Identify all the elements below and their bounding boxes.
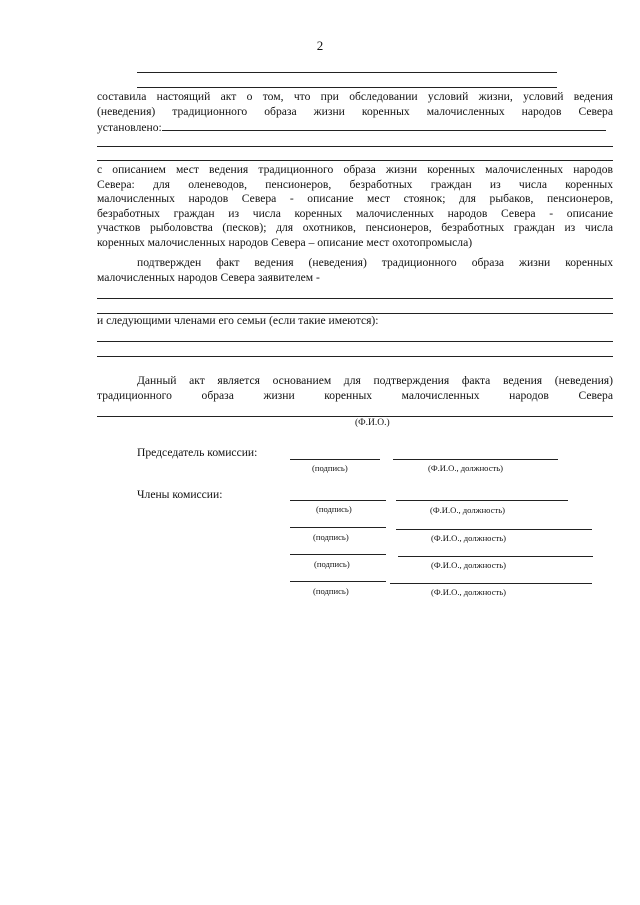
member-4-signature-line[interactable] — [290, 581, 386, 582]
text-line: Данный акт является основанием для подтверждения факта ведения (неведения) — [137, 374, 613, 387]
text-line: установлено: — [97, 121, 162, 135]
member-1-name-line[interactable] — [396, 500, 568, 501]
blank-line-top-2[interactable] — [137, 87, 557, 88]
text-line: безработных граждан из числа коренных малочисленных народов Севера - описание — [97, 206, 613, 220]
text-line: традиционного образа жизни коренных малочисленных народов Севера — [97, 388, 613, 402]
text-line: участков рыболовства (песков); для охотников, пенсионеров, безработных граждан из числа — [97, 221, 613, 235]
signature-caption: (подпись) — [314, 559, 350, 569]
paragraph-description — [97, 163, 613, 251]
name-position-caption: (Ф.И.О., должность) — [431, 533, 507, 543]
blank-line-established-3[interactable] — [97, 160, 613, 161]
text-line: малочисленных народов Севера - описание мест стоянок; для рыбаков, пенсионеров, — [97, 192, 613, 206]
members-label: Члены комиссии: — [137, 488, 223, 501]
blank-line-applicant-1[interactable] — [97, 298, 613, 299]
text-line: подтвержден факт ведения (неведения) традиционного образа жизни коренных — [137, 256, 613, 269]
member-1-signature-line[interactable] — [290, 500, 386, 501]
chairman-label: Председатель комиссии: — [137, 446, 258, 459]
text-line: (неведения) традиционного образа жизни коренных малочисленных народов Севера — [97, 104, 613, 118]
fio-caption: (Ф.И.О.) — [355, 418, 390, 428]
member-4-name-line[interactable] — [390, 583, 592, 584]
text-line: с описанием мест ведения традиционного образа жизни коренных малочисленных народов — [97, 163, 613, 176]
blank-line-established[interactable] — [162, 119, 606, 131]
paragraph-confirmed — [97, 256, 613, 285]
chairman-name-line[interactable] — [393, 459, 558, 460]
blank-line-established-2[interactable] — [97, 146, 613, 147]
member-2-signature-line[interactable] — [290, 527, 386, 528]
member-2-name-line[interactable] — [396, 529, 592, 530]
family-members-label: и следующими членами его семьи (если такие имеются): — [97, 314, 379, 327]
signature-caption: (подпись) — [313, 532, 349, 542]
text-line-with-blank — [97, 119, 613, 136]
chairman-signature-line[interactable] — [290, 459, 380, 460]
text-line: коренных малочисленных народов Севера – описание мест охотопромысла) — [97, 235, 473, 249]
text-line: составила настоящий акт о том, что при обследовании условий жизни, условий ведения — [97, 90, 613, 103]
name-position-caption: (Ф.И.О., должность) — [431, 587, 507, 597]
page-number: 2 — [316, 38, 324, 53]
member-3-signature-line[interactable] — [290, 554, 386, 555]
blank-line-top-1[interactable] — [137, 72, 557, 73]
name-position-caption: (Ф.И.О., должность) — [431, 560, 507, 570]
text-line: Севера: для оленеводов, пенсионеров, безработных граждан из числа коренных — [97, 177, 613, 191]
blank-line-family-1[interactable] — [97, 341, 613, 342]
signature-caption: (подпись) — [313, 586, 349, 596]
name-position-caption: (Ф.И.О., должность) — [428, 463, 504, 473]
paragraph-established — [97, 90, 613, 136]
blank-line-fio[interactable] — [97, 416, 613, 417]
signature-caption: (подпись) — [316, 504, 352, 514]
signature-caption: (подпись) — [312, 463, 348, 473]
blank-line-family-2[interactable] — [97, 356, 613, 357]
paragraph-basis — [97, 374, 613, 403]
member-3-name-line[interactable] — [398, 556, 593, 557]
name-position-caption: (Ф.И.О., должность) — [430, 505, 506, 515]
text-line: малочисленных народов Севера заявителем - — [97, 270, 320, 284]
